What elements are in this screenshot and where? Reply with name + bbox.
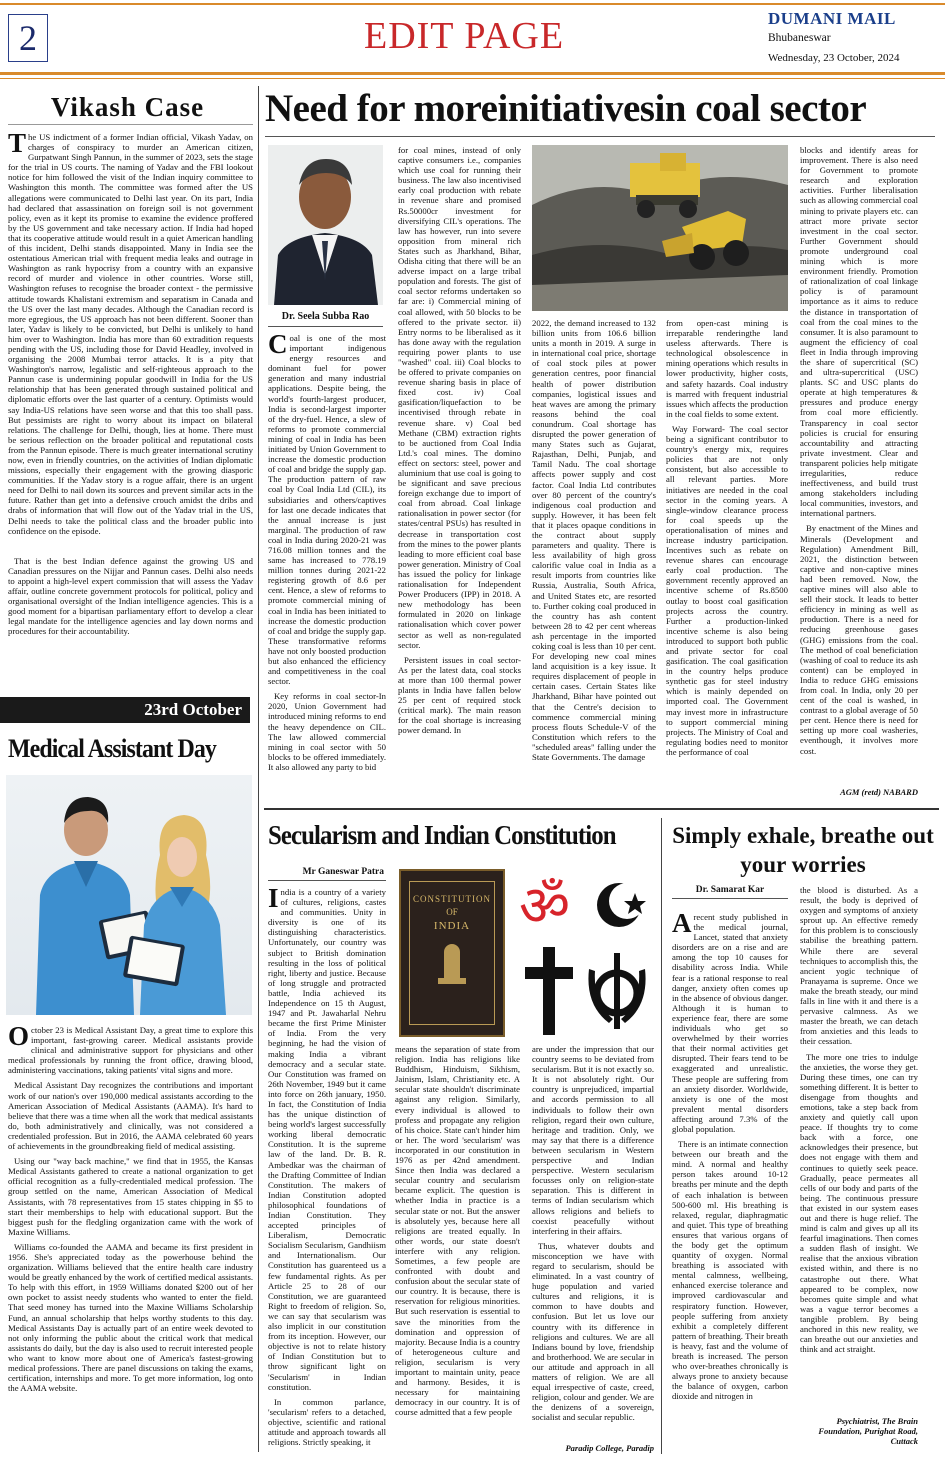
coal-col5-para-1: blocks and identify areas for improvement. There is also need for Government to promote research and exploration activities. Further liberalisation such as allowing commercial coal mining to private players etc. can attract more private sector investment in the coal sector. Further Government should promote underground coal mining which is more environment friendly. Promotion of rationalization of coal linkage policy is of paramount importance as it aims to reduce the distance in transportation of coal from the coal mines to the consumer. It is also paramount to augment the efficiency of coal fleet in India through improving the share of supercritical (SC) and ultra-supercritical (USC) plants. SC and USC plants do operate at high temperatures & pressures and produce energy from coal more efficiently. Transparency in coal sector policies is crucial for ensuring accountability and attracting private investment. Clear and transparent policies help mitigate irregularities, reduce ineffectiveness, and build trust among stakeholders including local communities, investors, and international partners. [800,145,918,519]
exhale-author-rule [672,898,788,899]
masthead-date: Wednesday, 23 October, 2024 [768,52,900,64]
coal-col1-para-2: Key reforms in coal sector-In 2020, Union Government had introduced mining reforms to end the heavy dependence on CIL. The law allowed commercial mining in coal sector with 50 blocks to be offered immediately. It also allowed any party to bid [268,691,386,772]
svg-text:ॐ: ॐ [519,874,571,933]
secular-col-1 [268,883,386,1452]
paper-name: DUMANI MAIL [768,9,896,28]
masthead-rule-bottom [0,72,945,75]
secular-col3-para-1: are under the impression that our country seems to be deviated from secularism. But it is not exactly so. It is not absolutely right. Our country is unprejudiced, impartial and accords permission to all individuals to follow their own religion, regard their own culture, heritage and tradition. Only, we may say that there is a difference between secularism in Western perspective and Indian perspective. Western secularism focusses only on religion-state separation. This is different in terms of Indian secularism which allows religions and beliefs to coexist peacefully without interfering in their affairs. [532,1044,654,1236]
medical-date-bar [0,697,250,723]
constitution-book-frame [409,881,495,1025]
exhale-col2-para-2: The more one tries to indulge the anxieties, the worse they get. During these times, one can try something different. It is better to disengage from thoughts and emotions, take a step back from anxiety and quietly call upon peace. If thoughts try to come back with a force, one acknowledges their presence, but does not engage with them and continues to quietly seek peace. Gradually, peace permeates all cells of our body and parts of the being. The continuous pressure that existed in our system eases out and there is huge relief. The mind is calm and gives up all its fearful imaginations. Then comes a sudden flash of insight. We realise that the anxious vibration existed within, and there is no catastrophe out there. What appeared to be complex, now becomes quite simple and what was a vague terror becomes a tangible problem. By being anchored in this new reality, we can breathe out our anxieties and think and act straight. [800,1051,918,1355]
exhale-col-1 [672,908,788,1407]
secular-col3-para-2: Thus, whatever doubts and misconception we have with regard to secularism, should be eliminated. In a vast country of huge population and varied cultures and religions, it is common to have doubts and confusion. But let us love our country with its difference in religions and cultures. We are all Indians bound by love, friendship and brotherhood. We are secular in our attitude and approach in all matters of religion. We are all equal irrespective of caste, creed, religion, colour and gender. We are the denizens of a sovereign, socialist and secular republic. [532,1240,654,1423]
vikash-article [8,128,253,642]
exhale-col1-para-1: Arecent study published in the medical journal, Lancet, stated that anxiety disorders are on a rise and are among the top 10 causes for disability across India. While fear is a rational response to real danger, anxiety often comes up in the absence of obvious danger. Although it is human to experience fear, there are some individuals who get so overwhelmed by their worries that their normal activities get disrupted. Their fears tend to be exaggerated and unrealistic. These people are suffering from an anxiety disorder. Worldwide, anxiety is one of the most prevalent mental disorders affecting around 7.3% of the global population. [672,908,788,1134]
coal-headline: Need for moreinitiativesin coal sector [265,87,867,130]
coal-col3-para-1: 2022, the demand increased to 132 billion units from 106.6 billion units a month in 2019. A surge in in international coal price, shortage of coal stock piles at power generation centres, poor financial health of power distribution companies, logistical issues and heat waves are among the primary reasons behind the coal conundrum. Coal shortage has disrupted the power generation of many States such as Gujarat, Rajasthan, Delhi, Punjab, and Tamil Nadu. The coal shortage affects power supply and cost factor. Coal India Ltd contributes over 80 percent of the country's indigenous coal production and supply. However, it has been felt that it places opaque conditions in the contract about supply parameters and quality. There is less availability of high gross calorific value coal in India as a result imports from countries like Russia, Australia, South Africa, and United States etc, are resorted to. Further coking coal produced in the country has ash content between 28 to 42 per cent whereas ash percentage in the imported coking coal is less than 10 per cent. For developing new coal mines land acquisition is a key issue. It requires displacement of people in certain cases. Certain States like Jharkhand, Bihar have pointed out that the Centre's decision to commence commercial mining process flouts Schedule-V of the Constitution which refers to the "scheduled areas" falling under the State Governments. The damage [532,318,656,763]
secular-headline: Secularism and Indian Constitution [268,820,616,850]
secular-col-2 [395,1044,520,1422]
secular-divider [661,818,662,1454]
coal-bottom-rule [264,808,939,810]
medical-para-1: October 23 is Medical Assistant Day, a great time to explore this important, fast-growing career. Medical assistants provide clinical and administrative support for physicians and other medical professionals by running the front office, drawing blood, administering vaccinations, taking patients' vital signs and more. [8,1021,253,1076]
medical-para-4: Williams co-founded the AAMA and became its first president in 1956. She's appreciated today as the powerhouse behind the organization. Williams believed that the entire health care industry would be greatly enhanced by the work of certified medical assistants. To help with this effort, in 1959 Williams donated $200 out of her own pocket to assist needy students who wanted to enter the field. That seed money has turned into the Maxine Williams Scholarship Fund, an annual scholarship that helps worthy students to this day. Medical Assistants Day is actually part of an entire week devoted to not only informing the public about the critical work that medical assistants do daily, but the day is also used to recruit interested people who want to know more about one of America's fastest-growing medical professions. There are panel discussions on taking the exams, certification, internships and more. To get more information, log onto the AAMA website. [8,1241,253,1394]
medical-date-label: 23rd October [144,700,242,719]
vikash-title: Vikash Case [50,92,205,122]
exhale-col2-para-1: the blood is disturbed. As a result, the body is deprived of oxygen and symptoms of anxiety sprout up. An effective remedy for this problem is to consciously stabilise the breathing pattern. While there are several techniques to accomplish this, the ancient yogic technique of Pranayama is supreme. Once we make the breath steady, our mind falls in line with it and there is a pervasive calmness. As we master the breath, we can detach from anxieties and this leads to their cessation. [800,885,918,1047]
secular-byline-end: Paradip College, Paradip [565,1443,654,1453]
coal-col5-para-2: By enactment of the Mines and Minerals (Development and Regulation) Amendment Bill, 2021, the distinction between captive and non-captive mines had been removed. Now, the captive mines will also able to sell their stock. It leads to better efficiency in mining as well as production. There is a need for reducing greenhouse gases (GHG) emissions from the coal. The method of coal beneficiation (washing of coal to reduce its ash content) can be employed in India to reduce GHG emissions from coal. In India, only 20 per cent of the coal is washed, in contrast to a global average of 50 per cent. Hence there is need for setting up more coal washeries, eventhough, it involves more cost. [800,523,918,756]
exhale-byline-end: Psychiatrist, The Brain Foundation, Purighat Road, Cuttack [818,1416,918,1446]
medical-article [8,1021,253,1398]
coal-col-4 [666,318,788,762]
secular-col1-para-1: India is a country of a variety of cultures, religions, castes and communities. Unity in diversity is one of its distinguishing characteristics. Unfortunately, our country was subject to British domination resulting in the loss of political right, liberty and justice. Because of long struggle and protracted battle, India achieved its Independence on 15 th August, 1947 and Pt. Jawaharlal Nehru became the first Prime Minister of India. From the very beginning, he had the vision of making India a vibrant democracy and a secular state. Our Constitution was framed on 26th November, 1949 but it came into force on 26th january, 1950. In fact, the Constitution of India has the unique distinction of being world's largest successfully working liberal democratic Constitution. It is the supreme law of the land. Dr. B. R. Ambedkar was the chairman of the Drafting Committee of Indian Constitution. The makers of Indian Constitution adopted philosophical foundations of Indian Constitution. They accepted principles of Liberalism, Democratic Socialism Secularism, Gandhiism and Internationalism. Our Constitution has guarenteed us a few fundamental rights. As per Article 25 to 28 of our Constitution, we are guaranteed Right to freedom of religion. So, we can say that secularism was also implicit in our constitution from its inception. However, our objective is not to relate history of Indian Constitution but to throw significant light on 'Secularism' in Indian constitution. [268,883,386,1392]
coal-mining-photo [532,145,788,311]
page-number: 2 [19,18,37,58]
coal-col-2 [398,145,521,740]
coal-col-5 [800,145,918,761]
coal-headline-rule [265,136,935,137]
medical-assistants-image [6,775,252,1015]
section-title: EDIT PAGE [364,15,565,57]
vikash-para-2: That is the best Indian defence against the growing US and Canadian pressures on the Nijjar and Pannun cases. Delhi also needs to appoint a high-level expert commission that will assess the Yadav affair, outline concrete government protocols for political, policy and organisational oversight of the Indian intelligence agencies. This is a good moment for a bipartisan parliamentary effort to develop a clear legal mandate for the intelligence agencies and lay down norms and procedures for their accountability. [8,555,253,637]
coal-col2-para-1: for coal mines, instead of only captive consumers i.e., companies which use coal for running their business. The law also incentivised early coal production with rebate in revenue share and promised Rs.50000cr investment for diversifying CIL's operations. The law has however, run into severe opposition from mineral rich States such as Jharkhand, Bihar, Odisha citing that there will be an adverse impact on a large tribal population and forests. The gist of coal sector reforms undertaken so far are: i) Commercial mining of coal allowed, with 50 blocks to be offered to the private sector. ii) Entry norms to be liberalised as it has done away with the regulation requiring power plants to use "washed" coal. iii) Coal blocks to be offered to private companies on revenue sharing basis in place of fixed cost. iv) Coal gasification/liquefaction to be incentivised through rebate in revenue share. v) Coal bed Methane (CBM) extraction rights to be auctioned from Coal India Ltd.'s coal mines. The domino effect on sectors: steel, power and aluminium that use coal is going to be significant and save precious foreign exchange due to import of coal from abroad. Coal linkage rationalisation in power sector (for states/central PSUs) has resulted in decrease in transportation cost from the mines to the power plants leading to more efficient coal base power generation. Ministry of Coal has issued the policy for linkage rationalisation for Independent Power Producers (IPP) in 2018. A new methodology has been formulated in 2020 on linkage rationalisation which cover power sector as well as non-regulated sector. [398,145,521,650]
cross-icon [521,947,577,1037]
exhale-col1-para-2: There is an intimate connection between our breath and the mind. A normal and healthy person takes around 10-12 breaths per minute and the depth of each inhalation is between 500-600 ml. His breathing is relaxed, regular, diaphragmatic and quiet. This type of breathing ensures that various organs of the body get the optimum quantity of oxygen. Normal breathing is associated with mental calmness, wellbeing, enhanced exercise tolerance and improved cardiovascular and respiratory function. However, people suffering from anxiety exhibit a completely different pattern of breathing. Their breath is heavy, fast and the volume of breath is increased. The person who over-breathes chronically is always prone to anxiety because the balance of oxygen, carbon dioxide and nitrogen in [672,1139,788,1402]
coal-col-1 [268,329,386,777]
coal-col4-para-1: from open-cast mining is irreparable renderingthe land useless afterwards. There is technological obsolescence in mining operations which results in lower productivity, higher costs, and safety hazards. Coal industry is marred with frequent industrial issues which affects the production in the coal fields to some extent. [666,318,788,419]
coal-col4-para-2: Way Forward- The coal sector being a significant contributor to country's energy mix, requires policies that are not only consistent, but also accessible to all relevant parties. More initiatives are needed in the coal sector in the coming years. A single-window clearance process for coal speeds up the operationalisation of mines and increase industry participation. Incentives such as rebate on revenue shares can encourage early coal production. The government recently approved an incentive scheme of Rs.8500 outlay to boost coal gasification projects across the country. Further a production-linked incentive scheme is also being introduced to support both public and private sector for coal gasification. The coal gasification in the country helps produce synthetic gas for steel industry which is mainly depended on imported coal. The Government may invest more in infrastructure to support commercial mining projects. The Ministry of Coal and regulating bodies need to monitor the performance of coal [666,423,788,757]
secular-col2-para-1: means the separation of state from religion. India has religions like Buddhism, Hinduism, Sikhism, Jainism, Islam, Christianity etc. A secular state shouldn't discriminate against any religion. Similarly, every individual is allowed to profess and propagate any religion of his choice. State can't hinder him or her. The word 'secularism' was incorporated in our constitution in 1976 as per 42nd amendment. Since then India was declared a secular country and secularism became explicit. The question is whether India in practice is a secular state or not. But the answer is absolutely yes, because here all religions are treated equally. In other words, our state doesn't interfere with any religion. Sometimes, a few people are confronted with doubt and confusion about the secular state of our country. It is because, there is reservation for religious minorities. But such reservation is essential to save the minorities from the domination and oppression of majority. Because India is a country of heterogeneous culture and religion, secularism is very important to maintain unity, peace and harmony. Besides, it is necessary for maintaining democracy in our country. It is of course admitted that a few people [395,1044,520,1418]
masthead-city: Bhubaneswar [768,32,831,44]
secular-col-3 [532,1044,654,1427]
coal-col2-para-2: Persistent issues in coal sector-As per the latest data, coal stocks at more than 100 thermal power plants in India have fallen below 25 per cent of required stock (critical mark). The main reason for the coal shortage is increasing power demand. In [398,654,521,736]
secular-author-rule [268,880,386,881]
medical-para-2: Medical Assistant Day recognizes the contributions and important work of our nation's over 190,000 medical assistants according to the American Association of Medical Assistants (AAMA). It's hard to believe that there was a time when all the work that medical assistants do, both administratively and clinically, was not considered a credentialed profession. But in 2016, the AAMA celebrated 60 years of achievements in the groundbreaking field of medical assisting. [8,1080,253,1152]
book-line-3: INDIA [433,920,471,932]
exhale-headline: Simply exhale, breathe out your worries [672,823,934,877]
masthead-rule-thin [0,78,945,79]
coal-author-rule [268,326,383,327]
book-line-1: CONSTITUTION [413,894,491,904]
coal-author-photo [268,145,383,305]
secular-author: Mr Ganeswar Patra [302,867,384,877]
coal-author: Dr. Seela Subba Rao [281,311,370,322]
secular-col1-para-2: In common parlance, 'secularism' refers to a detached, objective, scientific and rational attitude and approach towards all religions. Strictly speaking, it [268,1396,386,1448]
khanda-icon [585,949,649,1031]
vikash-para-1: The US indictment of a former Indian official, Vikash Yadav, on charges of conspiracy to murder an American citizen, Gurpatwant Singh Pannun, in the summer of 2023, sets the stage for the trial in US courts. The naming of Yadav and the FBI lookout notice for him followed the visit of the Indian inquiry committee to Washington this month. The committee was formed after the US allegations were communicated to Delhi last year. On its part, India had declared that assassination on foreign soil is not government policy, even as it kept its promise to examine the evidence proffered by the US government and take necessary action. If India had hoped that its cooperative attitude would result in a quiet American handling of this incident, Delhi stands disappointed. Many in India see the ostentatious American trial with frequent media leaks and outrage in Washington as rank hypocrisy from a country with an expansive record of murder and violence in other countries. Worse still, Washington refuses to recognise the broader context - the permissive attitude towards Khalistani extremism and separatism in Canada and the US over the last many decades. Although the Canadian record is more egregious, the US approach has not been different. Sooner than later, Yadav is likely to be convicted, but Delhi is unlikely to hand him over to Washington. India has more than 60 extradition requests pending with the US, including those for David Headley, involved in organising the 2008 Mumbai terror attacks. It is a pity that Washington's narrow, legalistic and self-righteous approach to the Pannun case is undermining popular goodwill in India for the US relationship that has been generated through sustained political and diplomatic efforts over the last quarter of a century. Optimists would say India-US relations have seen worse and that this too shall pass. But pessimists are right to worry about its impact on bilateral relations. The challenge for Delhi, though, lies at home. There must be serious reflection on the broader political and reputational costs from the Pannun episode. There is much greater international scrutiny now, even in friendly countries, on the activities of Indian diplomatic missions, especially their engagement with the growing diasporic communities. If the Yadav story is a rogue affair, there is an urgent need for Delhi to nail down its sources and prevent similar acts in the future. Rather than get into a defensive crouch amidst the dribs and drabs of information that will flow out of the Yadav trial in the US, Delhi needs to take the political class and the broader public into confidence on the episode. [8,128,253,536]
medical-para-3: Using our "way back machine," we find that in 1955, the Kansas Medical Assistants gathered to create a national organization to get official recognition as a fully-credentialed medical profession. The group settled on the name, American Association of Medical Assistants, with 78 representatives from 15 states chipping in $5 to start their memberships to help with educational support. But the biggest push for the fledgling organization came with the work of Maxine Williams. [8,1156,253,1237]
masthead-rule-top [0,3,945,5]
exhale-col-2 [800,885,918,1359]
star-crescent-icon [595,873,647,935]
emblem-icon [432,944,472,990]
secular-image [395,867,653,1039]
book-line-2: OF [446,907,458,917]
page-number-box [8,14,48,62]
exhale-author: Dr. Samarat Kar [695,885,765,895]
constitution-book [399,869,505,1037]
coal-col-3 [532,318,656,767]
left-col-divider [258,86,259,1452]
vikash-title-rule [8,124,253,125]
coal-byline-end: AGM (retd) NABARD [840,787,918,797]
coal-col1-para-1: Coal is one of the most important indigenous energy resources and dominant fuel for power generation and many industrial applications. Despite being, the world's fourth-largest producer, India is second-largest importer of the dry-fuel. Hence, a slew of reforms to promote commercial mining of coal in India has been initiated by Union Government to increase the domestic production of coal and bridge the supply gap. The production pattern of raw coal by Coal India Ltd (CIL), its subsidiaries and others/captives for last one decade indicates that the annual increase is just marginal. The production of raw coal in India during 2020-21 was 716.08 million tonnes and the same has increased to 778.19 million tonnes during 2021-22 registering growth of 8.6 per cent. Hence, a slew of reforms to promote commercial mining of coal in India has been initiated to increase the domestic production of coal and bridge the supply gap. These transformative reforms have not only boosted production but also enhanced the efficiency and competitiveness in the coal sector. [268,329,386,687]
om-symbol-icon [517,871,579,933]
medical-title: Medical Assistant Day [8,734,216,763]
